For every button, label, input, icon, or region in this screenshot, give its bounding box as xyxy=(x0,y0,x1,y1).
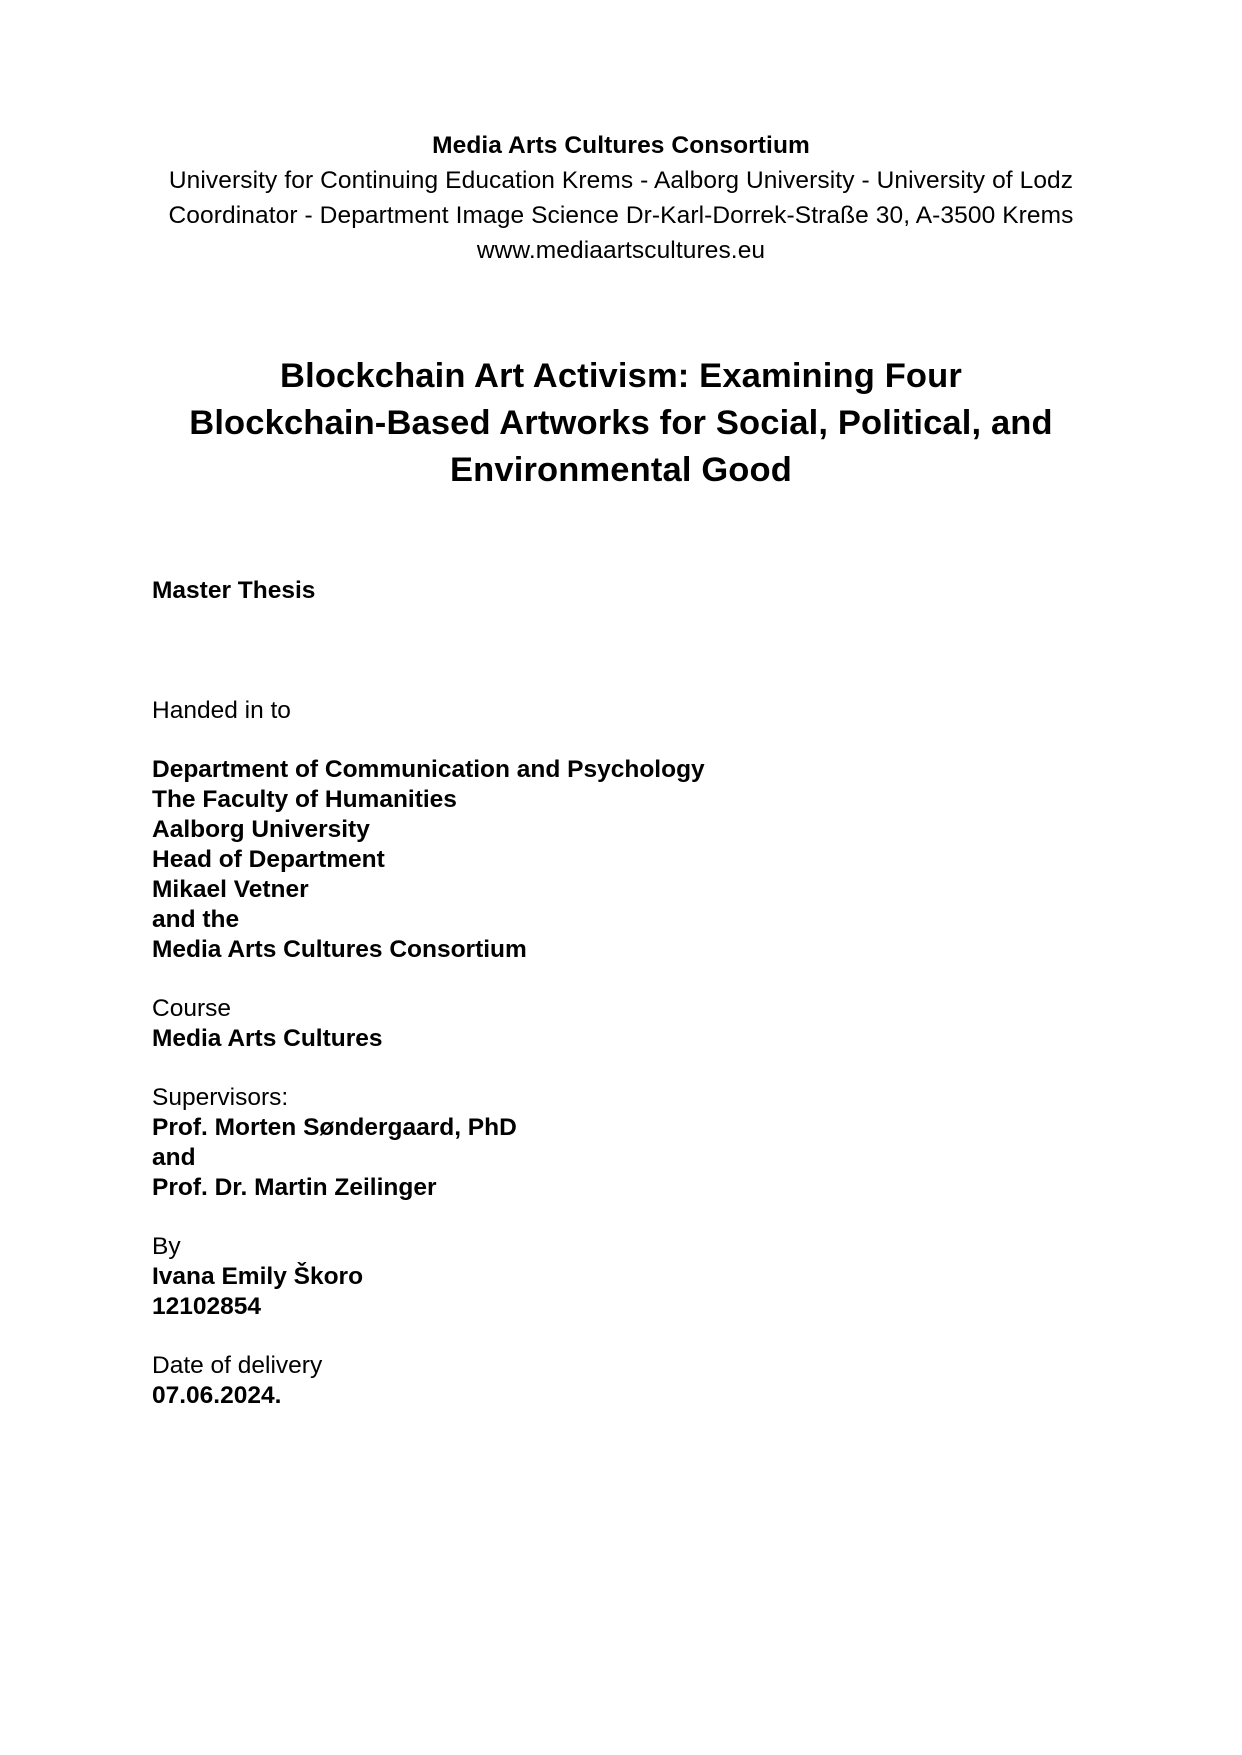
spacer xyxy=(152,1322,1112,1351)
consortium-website: www.mediaartscultures.eu xyxy=(476,237,766,264)
course-label: Course xyxy=(152,995,231,1022)
recipient-block xyxy=(152,755,1112,965)
spacer xyxy=(152,1203,1112,1232)
supervisor-name-1: Prof. Morten Søndergaard, PhD xyxy=(152,1114,517,1141)
recipient-faculty: The Faculty of Humanities xyxy=(152,786,457,813)
handed-in-label: Handed in to xyxy=(152,697,291,724)
recipient-conjunction: and the xyxy=(152,906,240,933)
consortium-name: Media Arts Cultures Consortium xyxy=(432,132,810,159)
thesis-type-label: Master Thesis xyxy=(152,577,316,604)
delivery-date-label: Date of delivery xyxy=(152,1352,323,1379)
spacer xyxy=(152,1054,1112,1083)
delivery-date-value: 07.06.2024. xyxy=(152,1382,282,1409)
course-block xyxy=(152,994,1112,1054)
thesis-title xyxy=(130,353,1112,494)
course-value: Media Arts Cultures xyxy=(152,1025,383,1052)
author-block xyxy=(152,1232,1112,1322)
consortium-header xyxy=(152,128,1090,268)
consortium-partners: University for Continuing Education Krems - Aalborg University - University of Lodz xyxy=(168,167,1074,194)
thesis-title-line-2: Blockchain-Based Artworks for Social, Political, and xyxy=(189,404,1053,443)
supervisor-name-2: Prof. Dr. Martin Zeilinger xyxy=(152,1174,437,1201)
thesis-title-line-3: Environmental Good xyxy=(450,451,792,490)
supervisors-block xyxy=(152,1083,1112,1203)
recipient-head-of-department-label: Head of Department xyxy=(152,846,385,873)
delivery-block xyxy=(152,1351,1112,1411)
thesis-title-line-1: Blockchain Art Activism: Examining Four xyxy=(280,357,962,396)
author-name: Ivana Emily Škoro xyxy=(152,1263,364,1290)
consortium-address: Coordinator - Department Image Science Dr-Karl-Dorrek-Straße 30, A-3500 Krems xyxy=(168,202,1074,229)
recipient-department: Department of Communication and Psychology xyxy=(152,756,705,783)
supervisors-label: Supervisors: xyxy=(152,1084,289,1111)
spacer xyxy=(152,965,1112,994)
author-student-id: 12102854 xyxy=(152,1293,262,1320)
spacer xyxy=(152,606,1112,696)
supervisors-conjunction: and xyxy=(152,1144,196,1171)
author-label: By xyxy=(152,1233,181,1260)
recipient-head-of-department-name: Mikael Vetner xyxy=(152,876,309,903)
spacer xyxy=(152,726,1112,755)
title-page-body xyxy=(152,576,1112,1411)
recipient-university: Aalborg University xyxy=(152,816,370,843)
recipient-consortium: Media Arts Cultures Consortium xyxy=(152,936,527,963)
